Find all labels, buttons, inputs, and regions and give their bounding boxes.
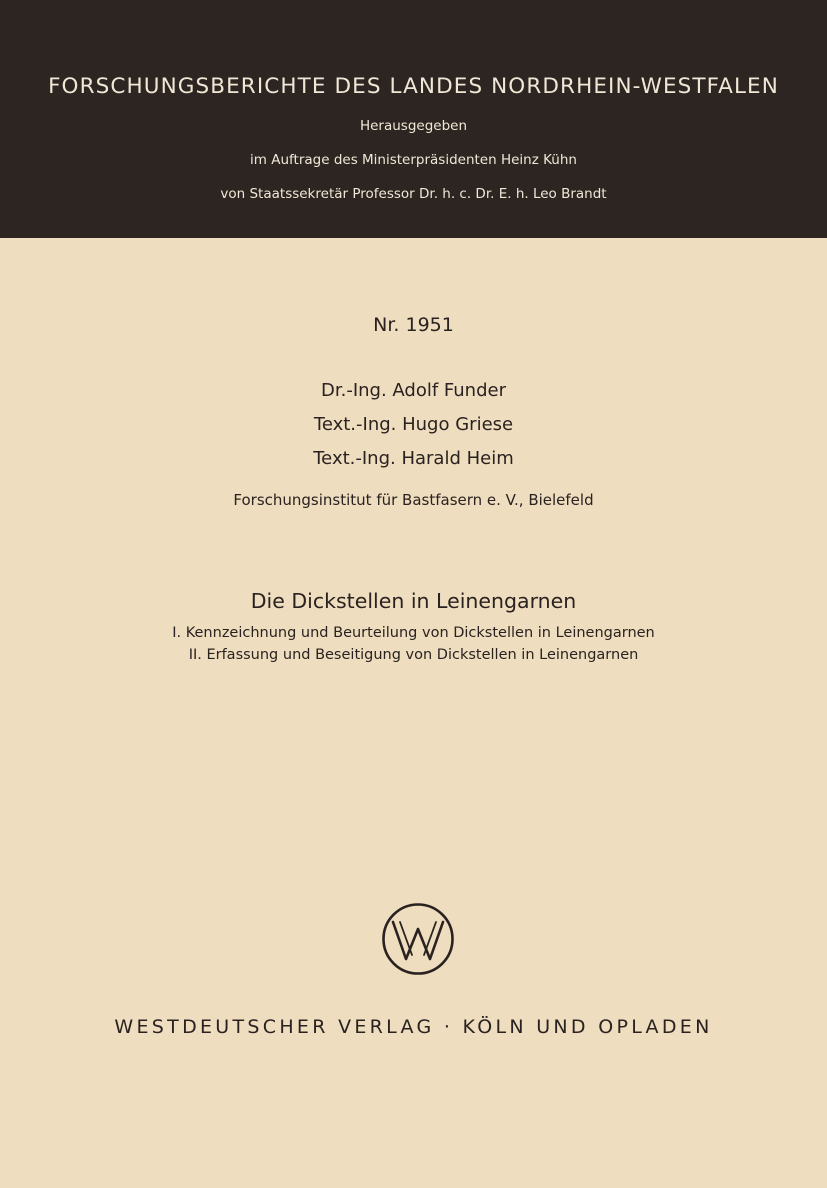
publisher-logo-icon (381, 902, 455, 976)
commission-line: im Auftrage des Ministerpräsidenten Heinz Kühn (250, 152, 577, 168)
editor-name: von Staatssekretär Professor Dr. h. c. Dr. E. h. Leo Brandt (220, 186, 607, 202)
series-title: FORSCHUNGSBERICHTE DES LANDES NORDRHEIN-WESTFALEN (48, 74, 779, 99)
author-3: Text.-Ing. Harald Heim (313, 448, 514, 469)
book-title: Die Dickstellen in Leinengarnen (250, 589, 577, 613)
publisher-imprint: WESTDEUTSCHER VERLAG · KÖLN UND OPLADEN (114, 1016, 713, 1038)
author-1: Dr.-Ing. Adolf Funder (321, 380, 506, 401)
report-number: Nr. 1951 (373, 314, 454, 336)
header-band (0, 0, 827, 238)
subtitle-2: II. Erfassung und Beseitigung von Dickstellen in Leinengarnen (188, 647, 639, 663)
institute: Forschungsinstitut für Bastfasern e. V., Bielefeld (233, 491, 594, 509)
author-2: Text.-Ing. Hugo Griese (313, 414, 514, 435)
subtitle-1: I. Kennzeichnung und Beurteilung von Dickstellen in Leinengarnen (172, 625, 655, 641)
editor-label: Herausgegeben (359, 118, 468, 134)
